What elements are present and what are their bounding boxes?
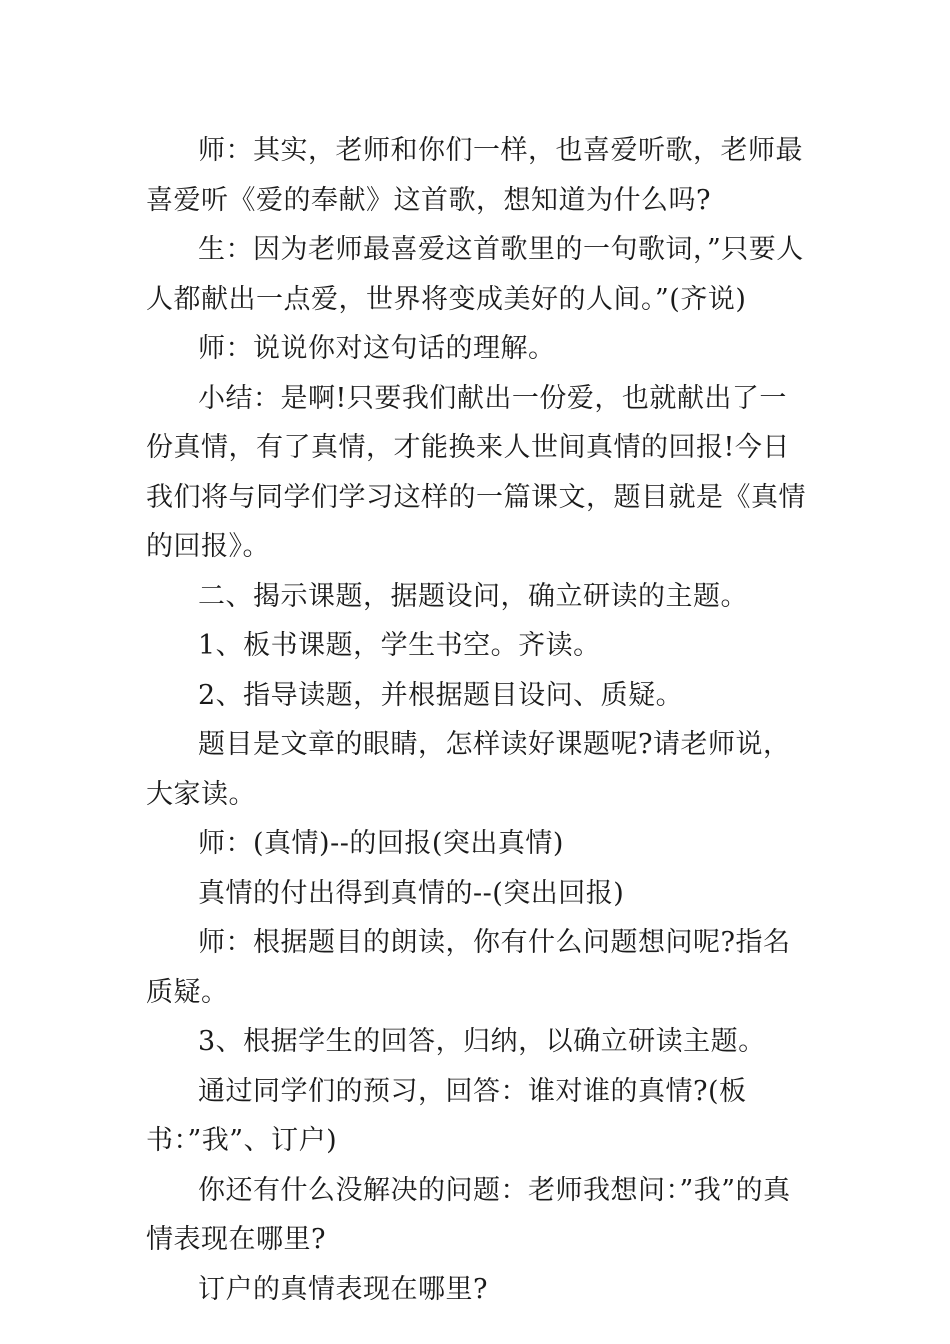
paragraph-9: 师：(真情)--的回报(突出真情) bbox=[198, 828, 564, 859]
paragraph-15: 订户的真情表现在哪里? bbox=[198, 1273, 488, 1305]
section-heading-2: 二、揭示课题，据题设问，确立研读的主题。 bbox=[198, 580, 748, 612]
paragraph-11: 师：根据题目的朗读，你有什么问题想问呢?指名质疑。 bbox=[146, 927, 791, 1008]
document-body bbox=[146, 126, 814, 1314]
paragraph-7: 2、指导读题，并根据题目设问、质疑。 bbox=[198, 679, 684, 711]
paragraph-1: 师：其实，老师和你们一样，也喜爱听歌，老师最喜爱听《爱的奉献》这首歌，想知道为什么吗? bbox=[146, 135, 803, 216]
paragraph-14: 你还有什么没解决的问题：老师我想问：”我”的真情表现在哪里? bbox=[146, 1174, 791, 1255]
paragraph-10: 真情的付出得到真情的--(突出回报) bbox=[198, 877, 625, 909]
paragraph-3: 师：说说你对这句话的理解。 bbox=[198, 333, 556, 364]
paragraph-2: 生：因为老师最喜爱这首歌里的一句歌词，”只要人人都献出一点爱，世界将变成美好的人间。”(齐说) bbox=[146, 234, 804, 315]
paragraph-6: 1、板书课题，学生书空。齐读。 bbox=[198, 630, 601, 661]
paragraph-12: 3、根据学生的回答，归纳，以确立研读主题。 bbox=[198, 1026, 766, 1057]
paragraph-8: 题目是文章的眼睛，怎样读好课题呢?请老师说，大家读。 bbox=[146, 729, 791, 810]
paragraph-4: 小结：是啊!只要我们献出一份爱，也就献出了一份真情，有了真情，才能换来人世间真情的回报!今日我们将与同学们学习这样的一篇课文，题目就是《真情的回报》。 bbox=[146, 382, 806, 562]
paragraph-13: 通过同学们的预习，回答：谁对谁的真情?(板书：”我”、订户) bbox=[146, 1075, 747, 1156]
